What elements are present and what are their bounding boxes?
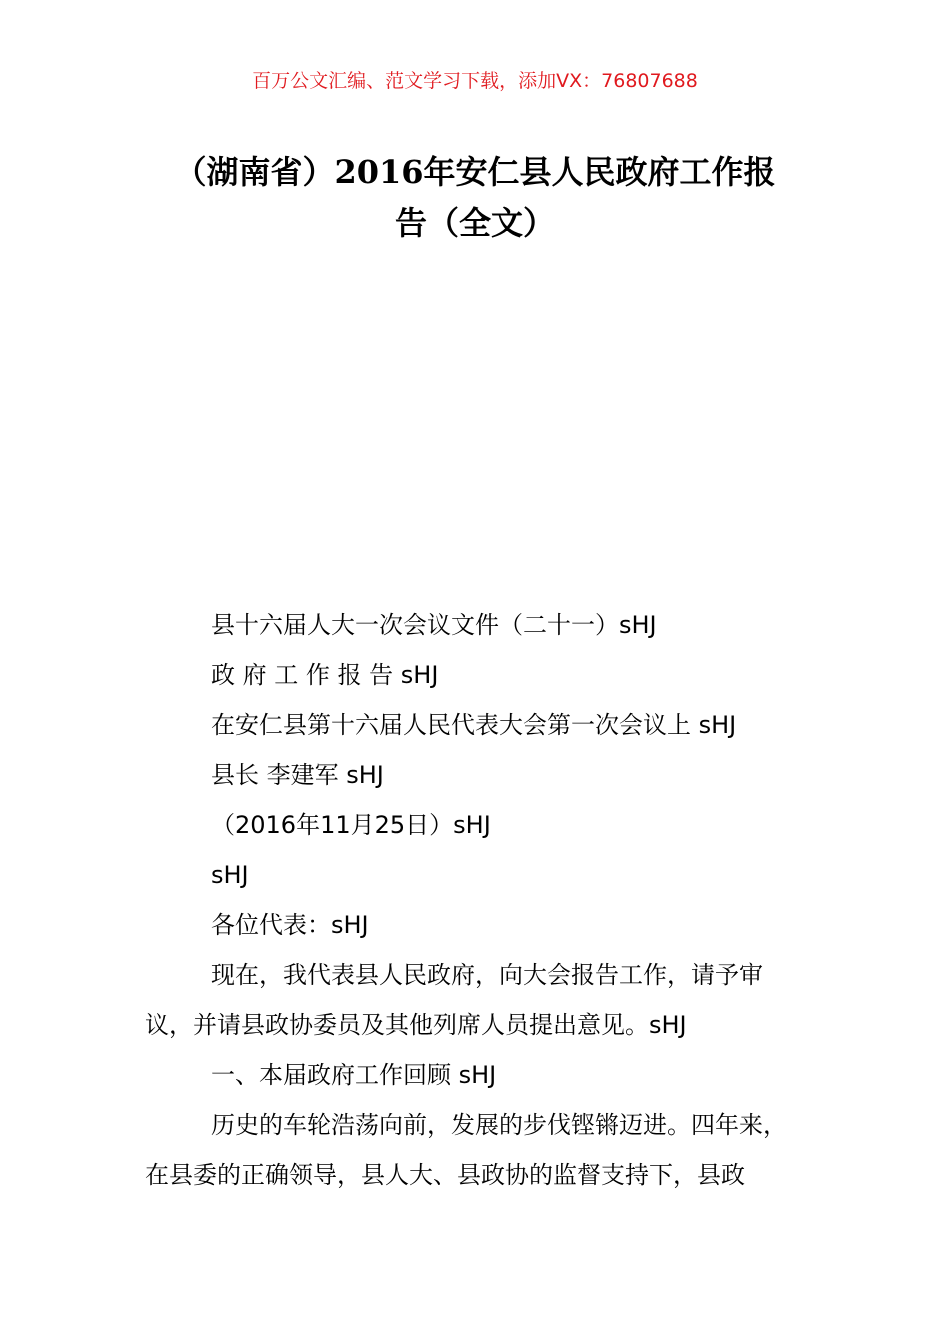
document-title bbox=[140, 147, 810, 249]
greeting: 各位代表：sHJ bbox=[211, 911, 369, 939]
report-date: （2016年11月25日）sHJ bbox=[211, 811, 491, 839]
title-line-1: （湖南省）2016年安仁县人民政府工作报 bbox=[174, 153, 776, 191]
document-body bbox=[145, 600, 835, 1200]
paragraph-1-line-2: 议，并请县政协委员及其他列席人员提出意见。sHJ bbox=[145, 1011, 687, 1039]
title-line-2: 告（全文） bbox=[394, 204, 555, 242]
paragraph-2-line-2: 在县委的正确领导，县人大、县政协的监督支持下，县政 bbox=[145, 1161, 745, 1189]
file-number: 县十六届人大一次会议文件（二十一）sHJ bbox=[211, 611, 657, 639]
meeting-occasion: 在安仁县第十六届人民代表大会第一次会议上 sHJ bbox=[211, 711, 737, 739]
report-name: 政 府 工 作 报 告 sHJ bbox=[211, 661, 439, 689]
header-note: 百万公文汇编、范文学习下载，添加VX：76807688 bbox=[252, 70, 698, 92]
paragraph-2-line-1: 历史的车轮浩荡向前，发展的步伐铿锵迈进。四年来， bbox=[211, 1111, 787, 1139]
paragraph-1-line-1: 现在，我代表县人民政府，向大会报告工作，请予审 bbox=[211, 961, 763, 989]
speaker-line: 县长 李建军 sHJ bbox=[211, 761, 384, 789]
blank-marker-line: sHJ bbox=[211, 861, 249, 889]
section-heading-1: 一、本届政府工作回顾 sHJ bbox=[211, 1061, 497, 1089]
